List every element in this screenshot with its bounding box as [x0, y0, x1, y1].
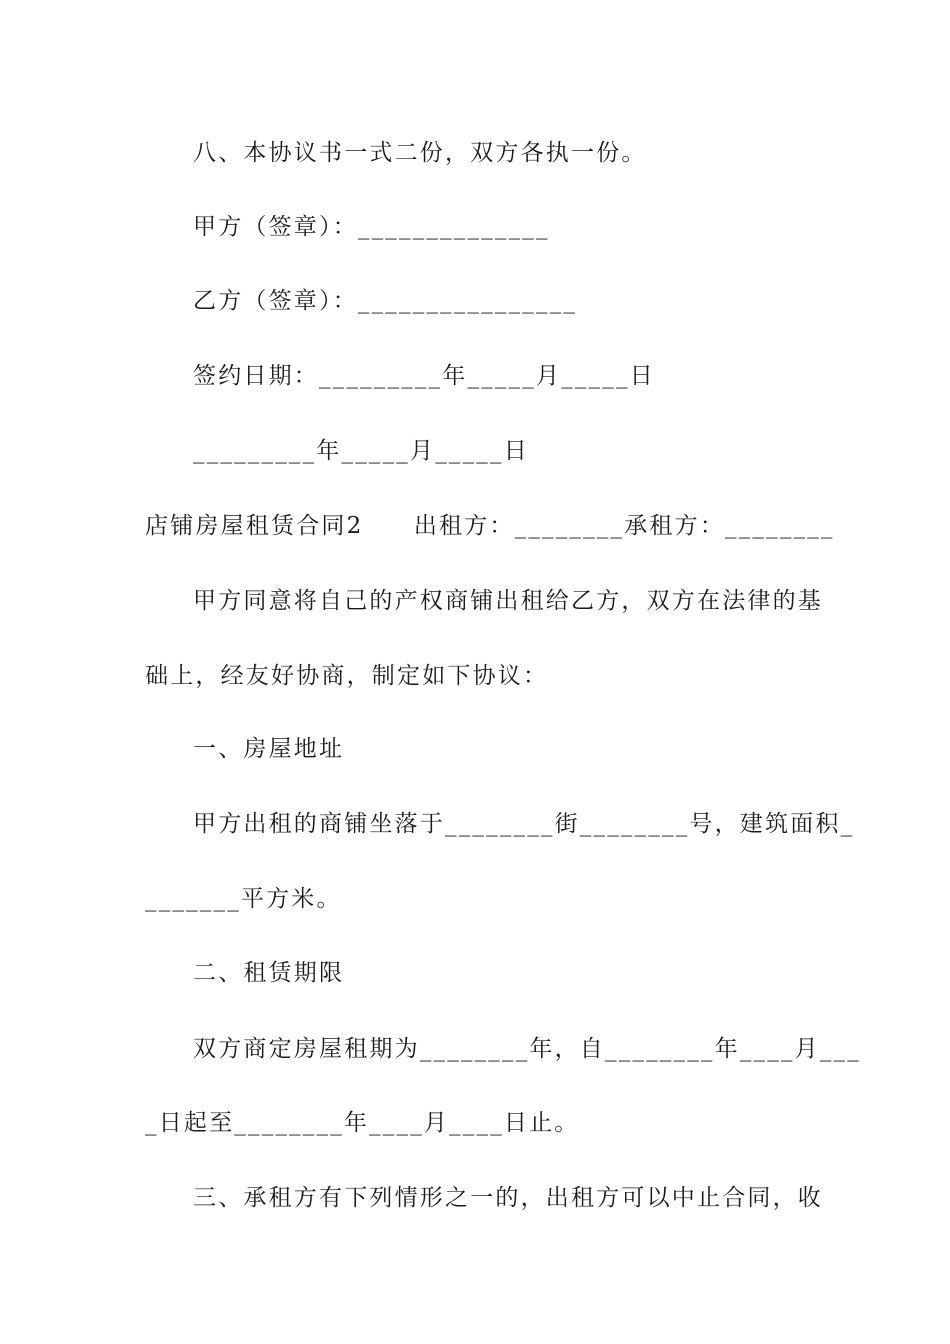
party-a-signature-line: 甲方（签章）：______________	[193, 214, 550, 240]
signing-date-line: 签约日期：_________年_____月_____日	[193, 363, 655, 389]
section-1-heading: 一、房屋地址	[193, 736, 345, 762]
section-2-heading: 二、租赁期限	[193, 960, 345, 986]
section-3-heading: 三、承租方有下列情形之一的，出租方可以中止合同，收	[193, 1185, 823, 1211]
address-line-1: 甲方出租的商铺坐落于________街________号，建筑面积_	[193, 811, 855, 837]
address-line-2: _______平方米。	[145, 886, 342, 912]
agreement-intro-line-2: 础上，经友好协商，制定如下协议：	[145, 663, 549, 689]
clause-8-copies: 八、本协议书一式二份，双方各执一份。	[193, 140, 647, 166]
agreement-intro-line-1: 甲方同意将自己的产权商铺出租给乙方，双方在法律的基	[193, 588, 823, 614]
lease-term-line-2: _日起至________年____月____日止。	[145, 1110, 580, 1136]
party-b-signature-line: 乙方（签章）：________________	[193, 288, 578, 314]
contract-2-title-line: 店铺房屋租赁合同2 出租方：________承租方：________	[145, 513, 835, 539]
lease-term-line-1: 双方商定房屋租期为________年，自________年____月___	[193, 1036, 861, 1062]
second-date-line: _________年_____月_____日	[193, 438, 529, 464]
